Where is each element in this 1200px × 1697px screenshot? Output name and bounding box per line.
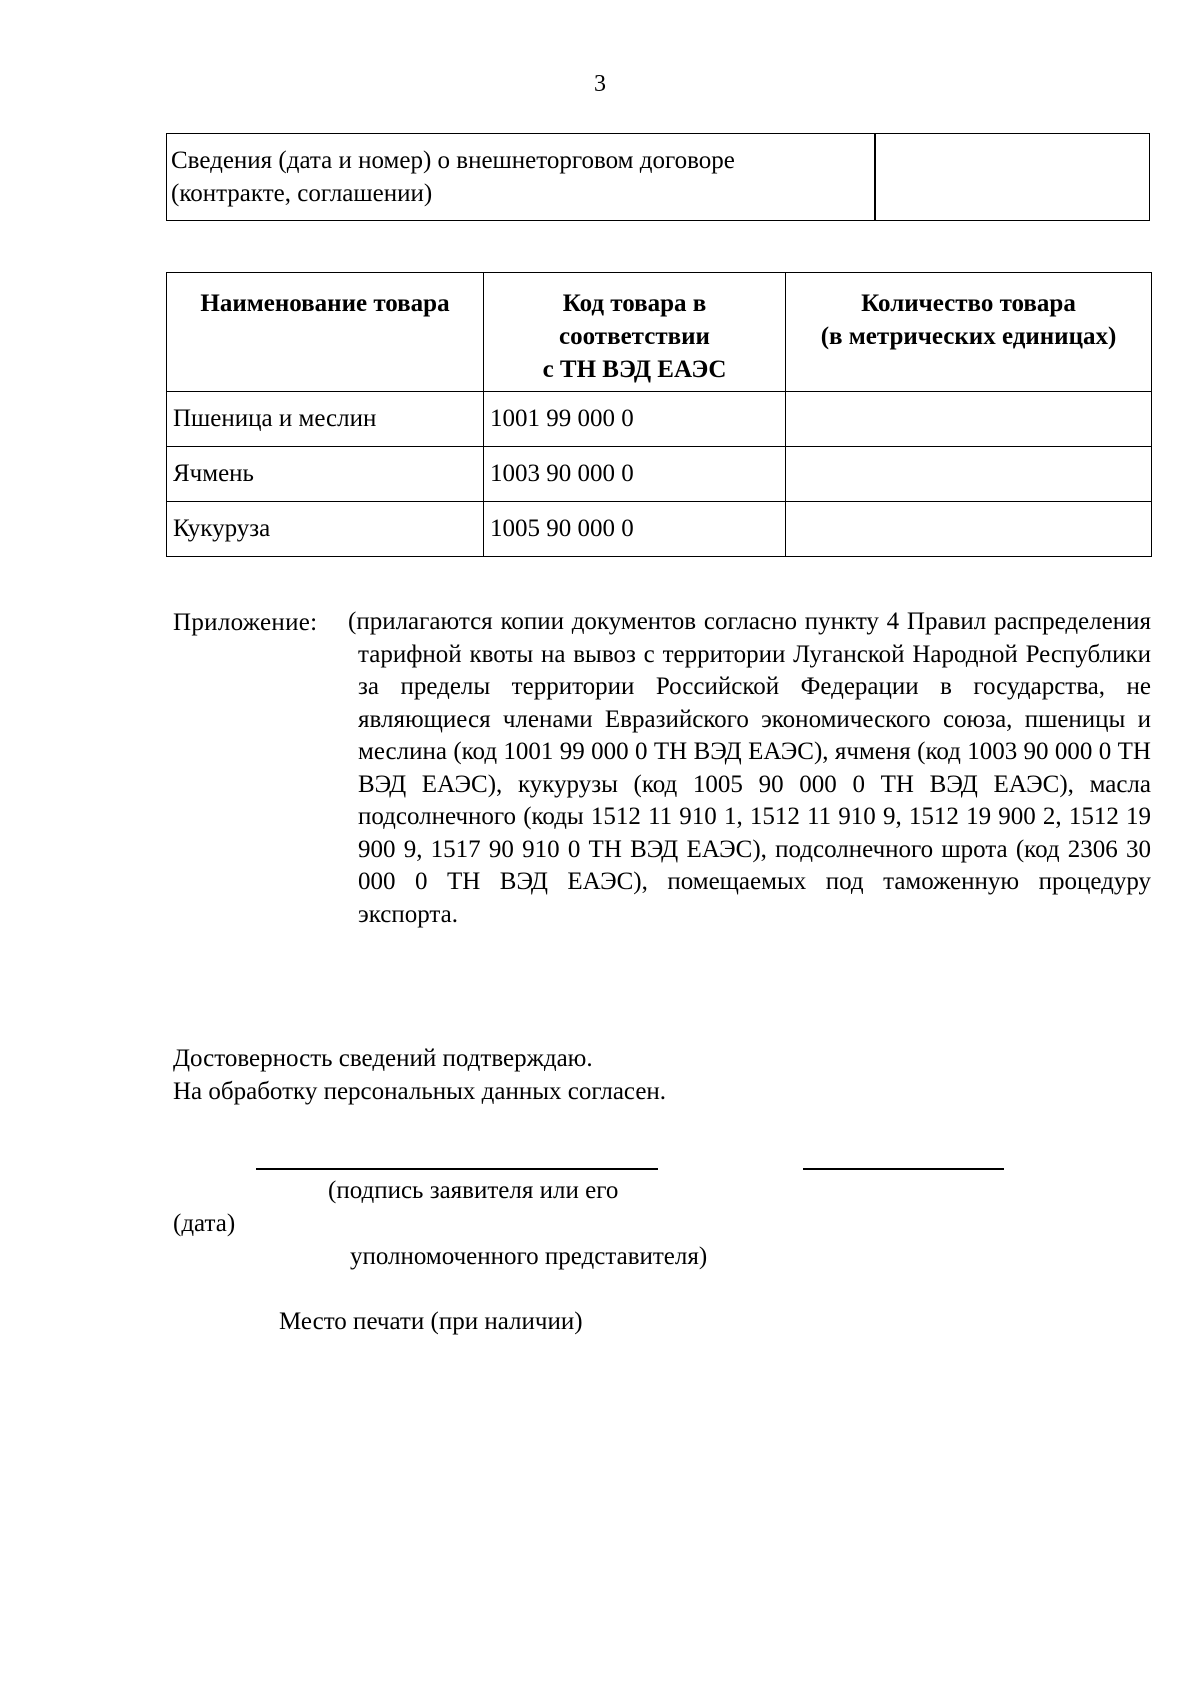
goods-table-header-row [167,273,1152,392]
header-goods-code-line3: с ТН ВЭД ЕАЭС [542,356,727,383]
goods-name-cell: Пшеница и меслин [167,392,484,447]
confirmation-block [173,1042,666,1108]
contract-info-label [171,144,861,210]
goods-table [166,272,1152,557]
goods-name-cell: Кукуруза [167,502,484,557]
goods-quantity-cell[interactable] [786,447,1152,502]
contract-info-table [166,133,1150,221]
header-goods-code-line1: Код товара в [562,290,707,317]
header-goods-code [484,273,786,392]
header-goods-quantity-line1: Количество товара [861,290,1076,317]
goods-name-cell: Ячмень [167,447,484,502]
header-goods-quantity-line2: (в метрических единицах) [820,323,1117,350]
table-row [167,447,1152,502]
goods-quantity-cell[interactable] [786,502,1152,557]
signature-caption-line2: уполномоченного представителя) [350,1243,708,1270]
goods-code-cell: 1003 90 000 0 [484,447,786,502]
page-number: 3 [594,71,606,97]
header-goods-name [167,273,484,392]
header-goods-name-line1: Наименование товара [200,290,450,317]
goods-code-cell: 1001 99 000 0 [484,392,786,447]
signature-line[interactable] [256,1168,658,1170]
attachment-label: Приложение: [173,609,318,636]
date-line[interactable] [803,1168,1004,1170]
confirmation-line1: Достоверность сведений подтверждаю. [173,1045,593,1072]
goods-code-cell: 1005 90 000 0 [484,502,786,557]
table-divider [874,134,876,220]
contract-info-label-line2: (контракте, соглашении) [171,180,433,207]
table-row [167,392,1152,447]
confirmation-line2: На обработку персональных данных согласен. [173,1078,667,1105]
attachment-text: (прилагаются копии документов согласно пункту 4 Правил распределения тарифной квоты на вывоз с территории Луганской Народной Республики за пределы территории Российской Федерации в государства, не являющиеся членами Евразийского экономического союза, пшеницы и меслина (код 1001 99 000 0 ТН ВЭД ЕАЭС), ячменя (код 1003 90 000 0 ТН ВЭД ЕАЭС), кукурузы (код 1005 90 000 0 ТН ВЭД ЕАЭС), масла подсолнечного (коды 1512 11 910 1, 1512 11 910 9, 1512 19 900 2, 1512 19 900 9, 1517 90 910 0 ТН ВЭД ЕАЭС), подсолнечного шрота (код 2306 30 000 0 ТН ВЭД ЕАЭС), помещаемых под таможенную процедуру экспорта. [348,608,1151,928]
stamp-place-caption: Место печати (при наличии) [279,1308,583,1335]
header-goods-quantity [786,273,1152,392]
table-row [167,502,1152,557]
date-caption: (дата) [173,1210,236,1237]
header-goods-code-line2: соответствии [559,323,710,350]
contract-info-label-line1: Сведения (дата и номер) о внешнеторговом договоре [171,147,735,174]
signature-caption-line1: (подпись заявителя или его [328,1177,619,1204]
goods-quantity-cell[interactable] [786,392,1152,447]
